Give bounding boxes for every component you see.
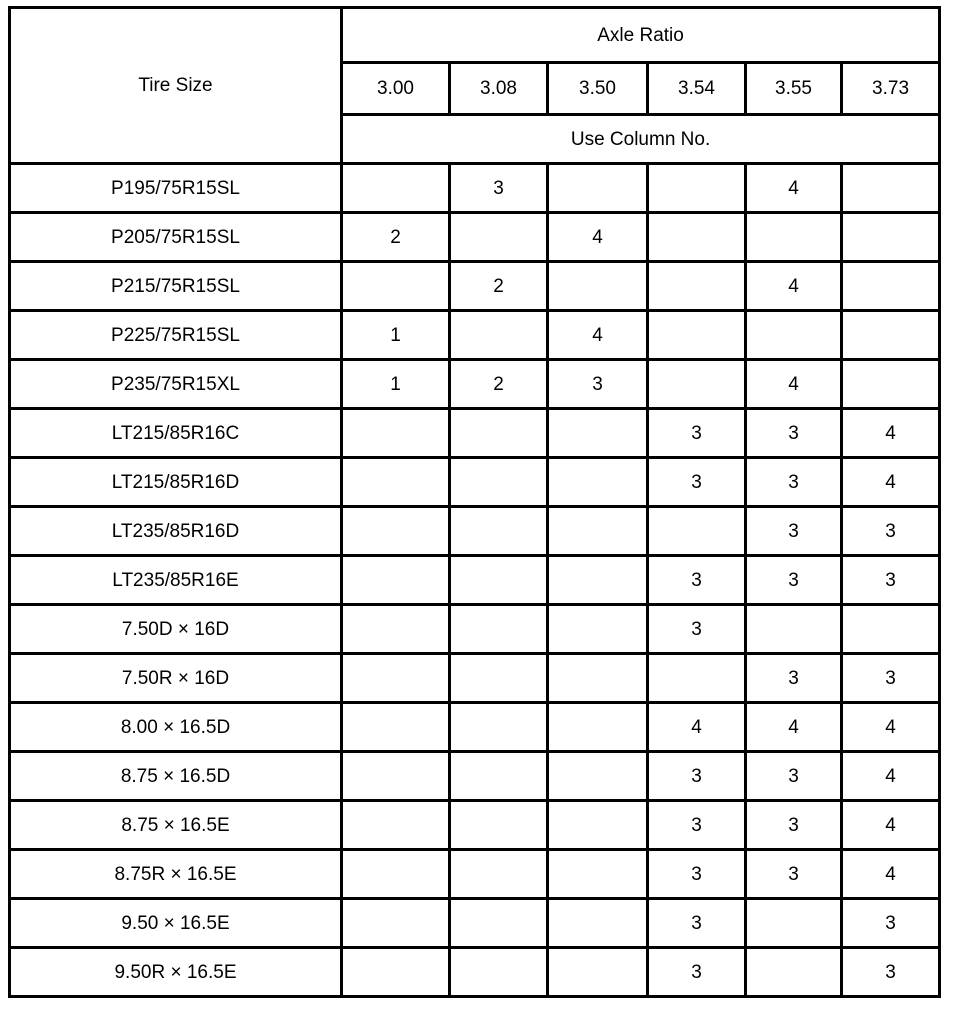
tire-size-cell: 8.75 × 16.5E [10, 801, 342, 850]
table-row [10, 164, 940, 213]
column-number-cell [342, 409, 450, 458]
column-number-cell: 3 [746, 507, 842, 556]
column-number-cell [746, 605, 842, 654]
column-number-cell [648, 164, 746, 213]
column-number-cell [450, 213, 548, 262]
tire-size-cell: LT215/85R16D [10, 458, 342, 507]
table-row [10, 360, 940, 409]
ratio-header-cell: 3.00 [342, 63, 450, 115]
tire-size-cell: 8.00 × 16.5D [10, 703, 342, 752]
table-row [10, 752, 940, 801]
tire-size-cell: P195/75R15SL [10, 164, 342, 213]
column-number-cell [450, 409, 548, 458]
column-number-cell [842, 311, 940, 360]
column-number-cell: 3 [450, 164, 548, 213]
axle-ratio-header: Axle Ratio [342, 8, 940, 63]
column-number-cell [548, 948, 648, 997]
column-number-cell: 3 [648, 458, 746, 507]
column-number-cell: 4 [746, 164, 842, 213]
tire-size-cell: P215/75R15SL [10, 262, 342, 311]
column-number-cell [548, 605, 648, 654]
column-number-cell [342, 556, 450, 605]
column-number-cell: 2 [342, 213, 450, 262]
column-number-cell: 4 [842, 801, 940, 850]
column-number-cell [842, 213, 940, 262]
column-number-cell: 4 [842, 703, 940, 752]
column-number-cell [648, 507, 746, 556]
column-number-cell [648, 311, 746, 360]
column-number-cell [648, 213, 746, 262]
column-number-cell [746, 213, 842, 262]
column-number-cell [450, 458, 548, 507]
column-number-cell [746, 899, 842, 948]
column-number-cell [342, 458, 450, 507]
column-number-cell: 4 [842, 458, 940, 507]
tire-size-cell: 9.50R × 16.5E [10, 948, 342, 997]
column-number-cell: 4 [548, 311, 648, 360]
table-row [10, 213, 940, 262]
ratio-header-cell: 3.54 [648, 63, 746, 115]
table-row [10, 507, 940, 556]
tire-size-cell: 7.50D × 16D [10, 605, 342, 654]
column-number-cell: 3 [548, 360, 648, 409]
column-number-cell: 4 [746, 262, 842, 311]
column-number-cell [746, 311, 842, 360]
tire-size-cell: P235/75R15XL [10, 360, 342, 409]
tire-size-cell: LT215/85R16C [10, 409, 342, 458]
column-number-cell: 3 [746, 458, 842, 507]
column-number-cell [342, 850, 450, 899]
column-number-cell [746, 948, 842, 997]
column-number-cell [548, 654, 648, 703]
column-number-cell: 4 [648, 703, 746, 752]
column-number-cell [842, 262, 940, 311]
column-number-cell: 3 [842, 654, 940, 703]
column-number-cell [342, 507, 450, 556]
table-row [10, 605, 940, 654]
column-number-cell [342, 262, 450, 311]
column-number-cell [842, 605, 940, 654]
tire-size-cell: 9.50 × 16.5E [10, 899, 342, 948]
column-number-cell [548, 507, 648, 556]
column-number-cell: 3 [648, 752, 746, 801]
column-number-cell: 3 [648, 409, 746, 458]
column-number-cell: 4 [842, 850, 940, 899]
column-number-cell [342, 605, 450, 654]
column-number-cell: 2 [450, 262, 548, 311]
column-number-cell [450, 556, 548, 605]
tire-size-cell: P225/75R15SL [10, 311, 342, 360]
column-number-cell: 3 [746, 556, 842, 605]
column-number-cell [450, 605, 548, 654]
column-number-cell: 3 [746, 409, 842, 458]
column-number-cell: 3 [746, 801, 842, 850]
column-number-cell [548, 262, 648, 311]
column-number-cell [548, 703, 648, 752]
column-number-cell [342, 703, 450, 752]
column-number-cell [342, 164, 450, 213]
column-number-cell [548, 752, 648, 801]
table-row [10, 899, 940, 948]
column-number-cell: 3 [648, 605, 746, 654]
column-number-cell: 2 [450, 360, 548, 409]
tire-size-cell: 8.75R × 16.5E [10, 850, 342, 899]
table-row [10, 801, 940, 850]
column-number-cell [450, 850, 548, 899]
column-number-cell: 3 [648, 556, 746, 605]
column-number-cell [450, 507, 548, 556]
column-number-cell [342, 801, 450, 850]
table-row [10, 654, 940, 703]
column-number-cell [548, 458, 648, 507]
tire-size-cell: P205/75R15SL [10, 213, 342, 262]
column-number-cell [548, 409, 648, 458]
tire-size-cell: 7.50R × 16D [10, 654, 342, 703]
column-number-cell [548, 850, 648, 899]
table-body [10, 164, 940, 997]
use-column-header: Use Column No. [342, 115, 940, 164]
table-row [10, 409, 940, 458]
column-number-cell [648, 654, 746, 703]
column-number-cell: 4 [842, 752, 940, 801]
tire-size-cell: 8.75 × 16.5D [10, 752, 342, 801]
column-number-cell: 4 [842, 409, 940, 458]
table-row [10, 311, 940, 360]
column-number-cell [842, 164, 940, 213]
column-number-cell: 3 [648, 948, 746, 997]
table-row [10, 556, 940, 605]
table-row [10, 850, 940, 899]
column-number-cell: 1 [342, 311, 450, 360]
column-number-cell [450, 752, 548, 801]
column-number-cell [450, 311, 548, 360]
table-row [10, 703, 940, 752]
column-number-cell [450, 654, 548, 703]
column-number-cell: 3 [648, 899, 746, 948]
column-number-cell: 3 [648, 850, 746, 899]
column-number-cell: 3 [746, 752, 842, 801]
column-number-cell [548, 556, 648, 605]
column-number-cell [842, 360, 940, 409]
column-number-cell [342, 752, 450, 801]
column-number-cell: 3 [746, 850, 842, 899]
column-number-cell [342, 948, 450, 997]
column-number-cell [548, 899, 648, 948]
column-number-cell [450, 703, 548, 752]
table-row [10, 262, 940, 311]
column-number-cell [450, 948, 548, 997]
table-row [10, 458, 940, 507]
column-number-cell [450, 801, 548, 850]
tire-size-cell: LT235/85R16D [10, 507, 342, 556]
column-number-cell [342, 899, 450, 948]
column-number-cell: 3 [842, 899, 940, 948]
tire-size-cell: LT235/85R16E [10, 556, 342, 605]
column-number-cell: 1 [342, 360, 450, 409]
ratio-header-cell: 3.08 [450, 63, 548, 115]
column-number-cell [648, 360, 746, 409]
column-number-cell [548, 801, 648, 850]
column-number-cell: 3 [842, 507, 940, 556]
ratio-header-cell: 3.50 [548, 63, 648, 115]
column-number-cell: 3 [648, 801, 746, 850]
ratio-header-cell: 3.73 [842, 63, 940, 115]
ratio-header-cell: 3.55 [746, 63, 842, 115]
column-number-cell [450, 899, 548, 948]
column-number-cell: 4 [746, 360, 842, 409]
column-number-cell [548, 164, 648, 213]
column-number-cell: 3 [746, 654, 842, 703]
column-number-cell: 3 [842, 948, 940, 997]
axle-ratio-table [8, 6, 941, 998]
column-number-cell: 3 [842, 556, 940, 605]
tire-size-header: Tire Size [10, 8, 342, 164]
column-number-cell: 4 [548, 213, 648, 262]
column-number-cell: 4 [746, 703, 842, 752]
table-row [10, 948, 940, 997]
column-number-cell [342, 654, 450, 703]
column-number-cell [648, 262, 746, 311]
